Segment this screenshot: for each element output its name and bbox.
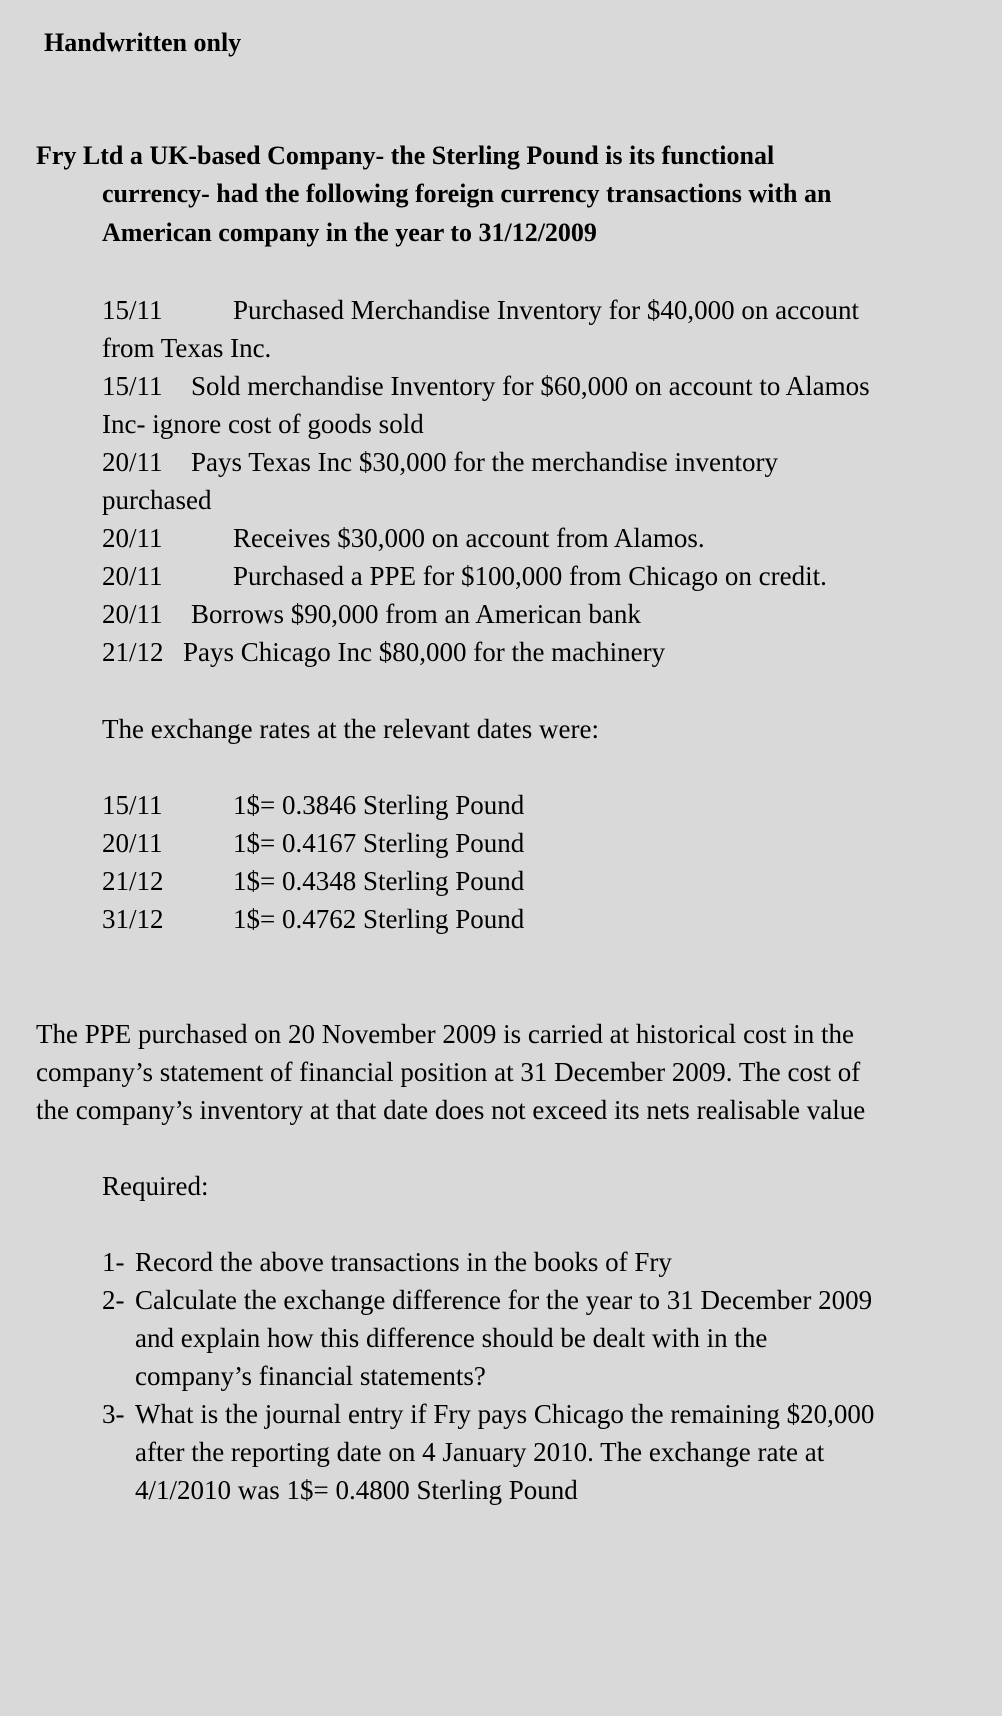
required-item <box>102 1243 672 1281</box>
required-item-line: company’s financial statements? <box>135 1361 486 1391</box>
rate-value: 1$= 0.3846 Sterling Pound <box>233 790 525 820</box>
transaction-row-continuation <box>102 481 211 519</box>
transaction-row <box>102 595 641 633</box>
rate-row <box>102 824 524 862</box>
transaction-date: 20/11 <box>102 599 163 629</box>
transaction-text: Purchased Merchandise Inventory for $40,000 on account <box>233 295 860 325</box>
transaction-date: 20/11 <box>102 523 163 553</box>
transaction-row <box>102 557 827 595</box>
transaction-text: Borrows $90,000 from an American bank <box>191 599 641 629</box>
required-item-continuation <box>135 1357 486 1395</box>
intro-line-1: Fry Ltd a UK-based Company- the Sterling Pound is its functional <box>36 141 775 170</box>
rate-value: 1$= 0.4762 Sterling Pound <box>233 904 525 934</box>
required-item-continuation <box>135 1471 578 1509</box>
transaction-date: 20/11 <box>102 447 163 477</box>
required-item-number: 1- <box>102 1247 125 1277</box>
transaction-date: 21/12 <box>102 637 164 667</box>
transaction-row <box>102 443 778 481</box>
rates-heading: The exchange rates at the relevant dates were: <box>102 714 599 744</box>
required-item-line: after the reporting date on 4 January 2010. The exchange rate at <box>135 1437 825 1467</box>
transaction-row <box>102 367 870 405</box>
transaction-date: 15/11 <box>102 371 163 401</box>
required-item-line: What is the journal entry if Fry pays Chicago the remaining $20,000 <box>135 1399 875 1429</box>
required-item-continuation <box>135 1433 824 1471</box>
rate-date: 20/11 <box>102 828 163 858</box>
transaction-row-continuation <box>102 405 424 443</box>
transaction-row <box>102 291 859 329</box>
transaction-text: Inc- ignore cost of goods sold <box>102 409 424 439</box>
required-item-number: 3- <box>102 1399 125 1429</box>
required-item-continuation <box>135 1319 767 1357</box>
rate-row <box>102 786 524 824</box>
rate-row <box>102 900 524 938</box>
ppe-note-line-1: The PPE purchased on 20 November 2009 is carried at historical cost in the <box>36 1019 855 1049</box>
intro-line-3: American company in the year to 31/12/2009 <box>102 218 597 247</box>
rate-date: 15/11 <box>102 790 163 820</box>
ppe-note-line-3: the company’s inventory at that date does not exceed its nets realisable value <box>36 1095 866 1125</box>
ppe-note-line-2: company’s statement of financial position at 31 December 2009. The cost of <box>36 1057 861 1087</box>
transaction-text: from Texas Inc. <box>102 333 272 363</box>
transaction-date: 20/11 <box>102 561 163 591</box>
transaction-text: Pays Chicago Inc $80,000 for the machinery <box>183 637 666 667</box>
rate-date: 21/12 <box>102 866 164 896</box>
transaction-text: Purchased a PPE for $100,000 from Chicago on credit. <box>233 561 827 591</box>
required-item <box>102 1281 872 1319</box>
required-item-line: 4/1/2010 was 1$= 0.4800 Sterling Pound <box>135 1475 578 1505</box>
required-heading: Required: <box>102 1171 209 1201</box>
transaction-text: Pays Texas Inc $30,000 for the merchandise inventory <box>191 447 778 477</box>
header-note: Handwritten only <box>44 28 242 57</box>
required-item <box>102 1395 874 1433</box>
intro-line-2: currency- had the following foreign currency transactions with an <box>102 179 832 208</box>
transaction-text: purchased <box>102 485 212 515</box>
rate-value: 1$= 0.4167 Sterling Pound <box>233 828 525 858</box>
transaction-date: 15/11 <box>102 295 163 325</box>
required-item-number: 2- <box>102 1285 125 1315</box>
transaction-row <box>102 519 705 557</box>
required-item-line: Record the above transactions in the books of Fry <box>135 1247 672 1277</box>
rate-value: 1$= 0.4348 Sterling Pound <box>233 866 525 896</box>
rate-date: 31/12 <box>102 904 164 934</box>
required-item-line: and explain how this difference should be dealt with in the <box>135 1323 768 1353</box>
transaction-row <box>102 633 665 671</box>
transaction-row-continuation <box>102 329 271 367</box>
transaction-text: Receives $30,000 on account from Alamos. <box>233 523 705 553</box>
transaction-text: Sold merchandise Inventory for $60,000 on account to Alamos <box>191 371 870 401</box>
required-item-line: Calculate the exchange difference for the year to 31 December 2009 <box>135 1285 873 1315</box>
rate-row <box>102 862 524 900</box>
